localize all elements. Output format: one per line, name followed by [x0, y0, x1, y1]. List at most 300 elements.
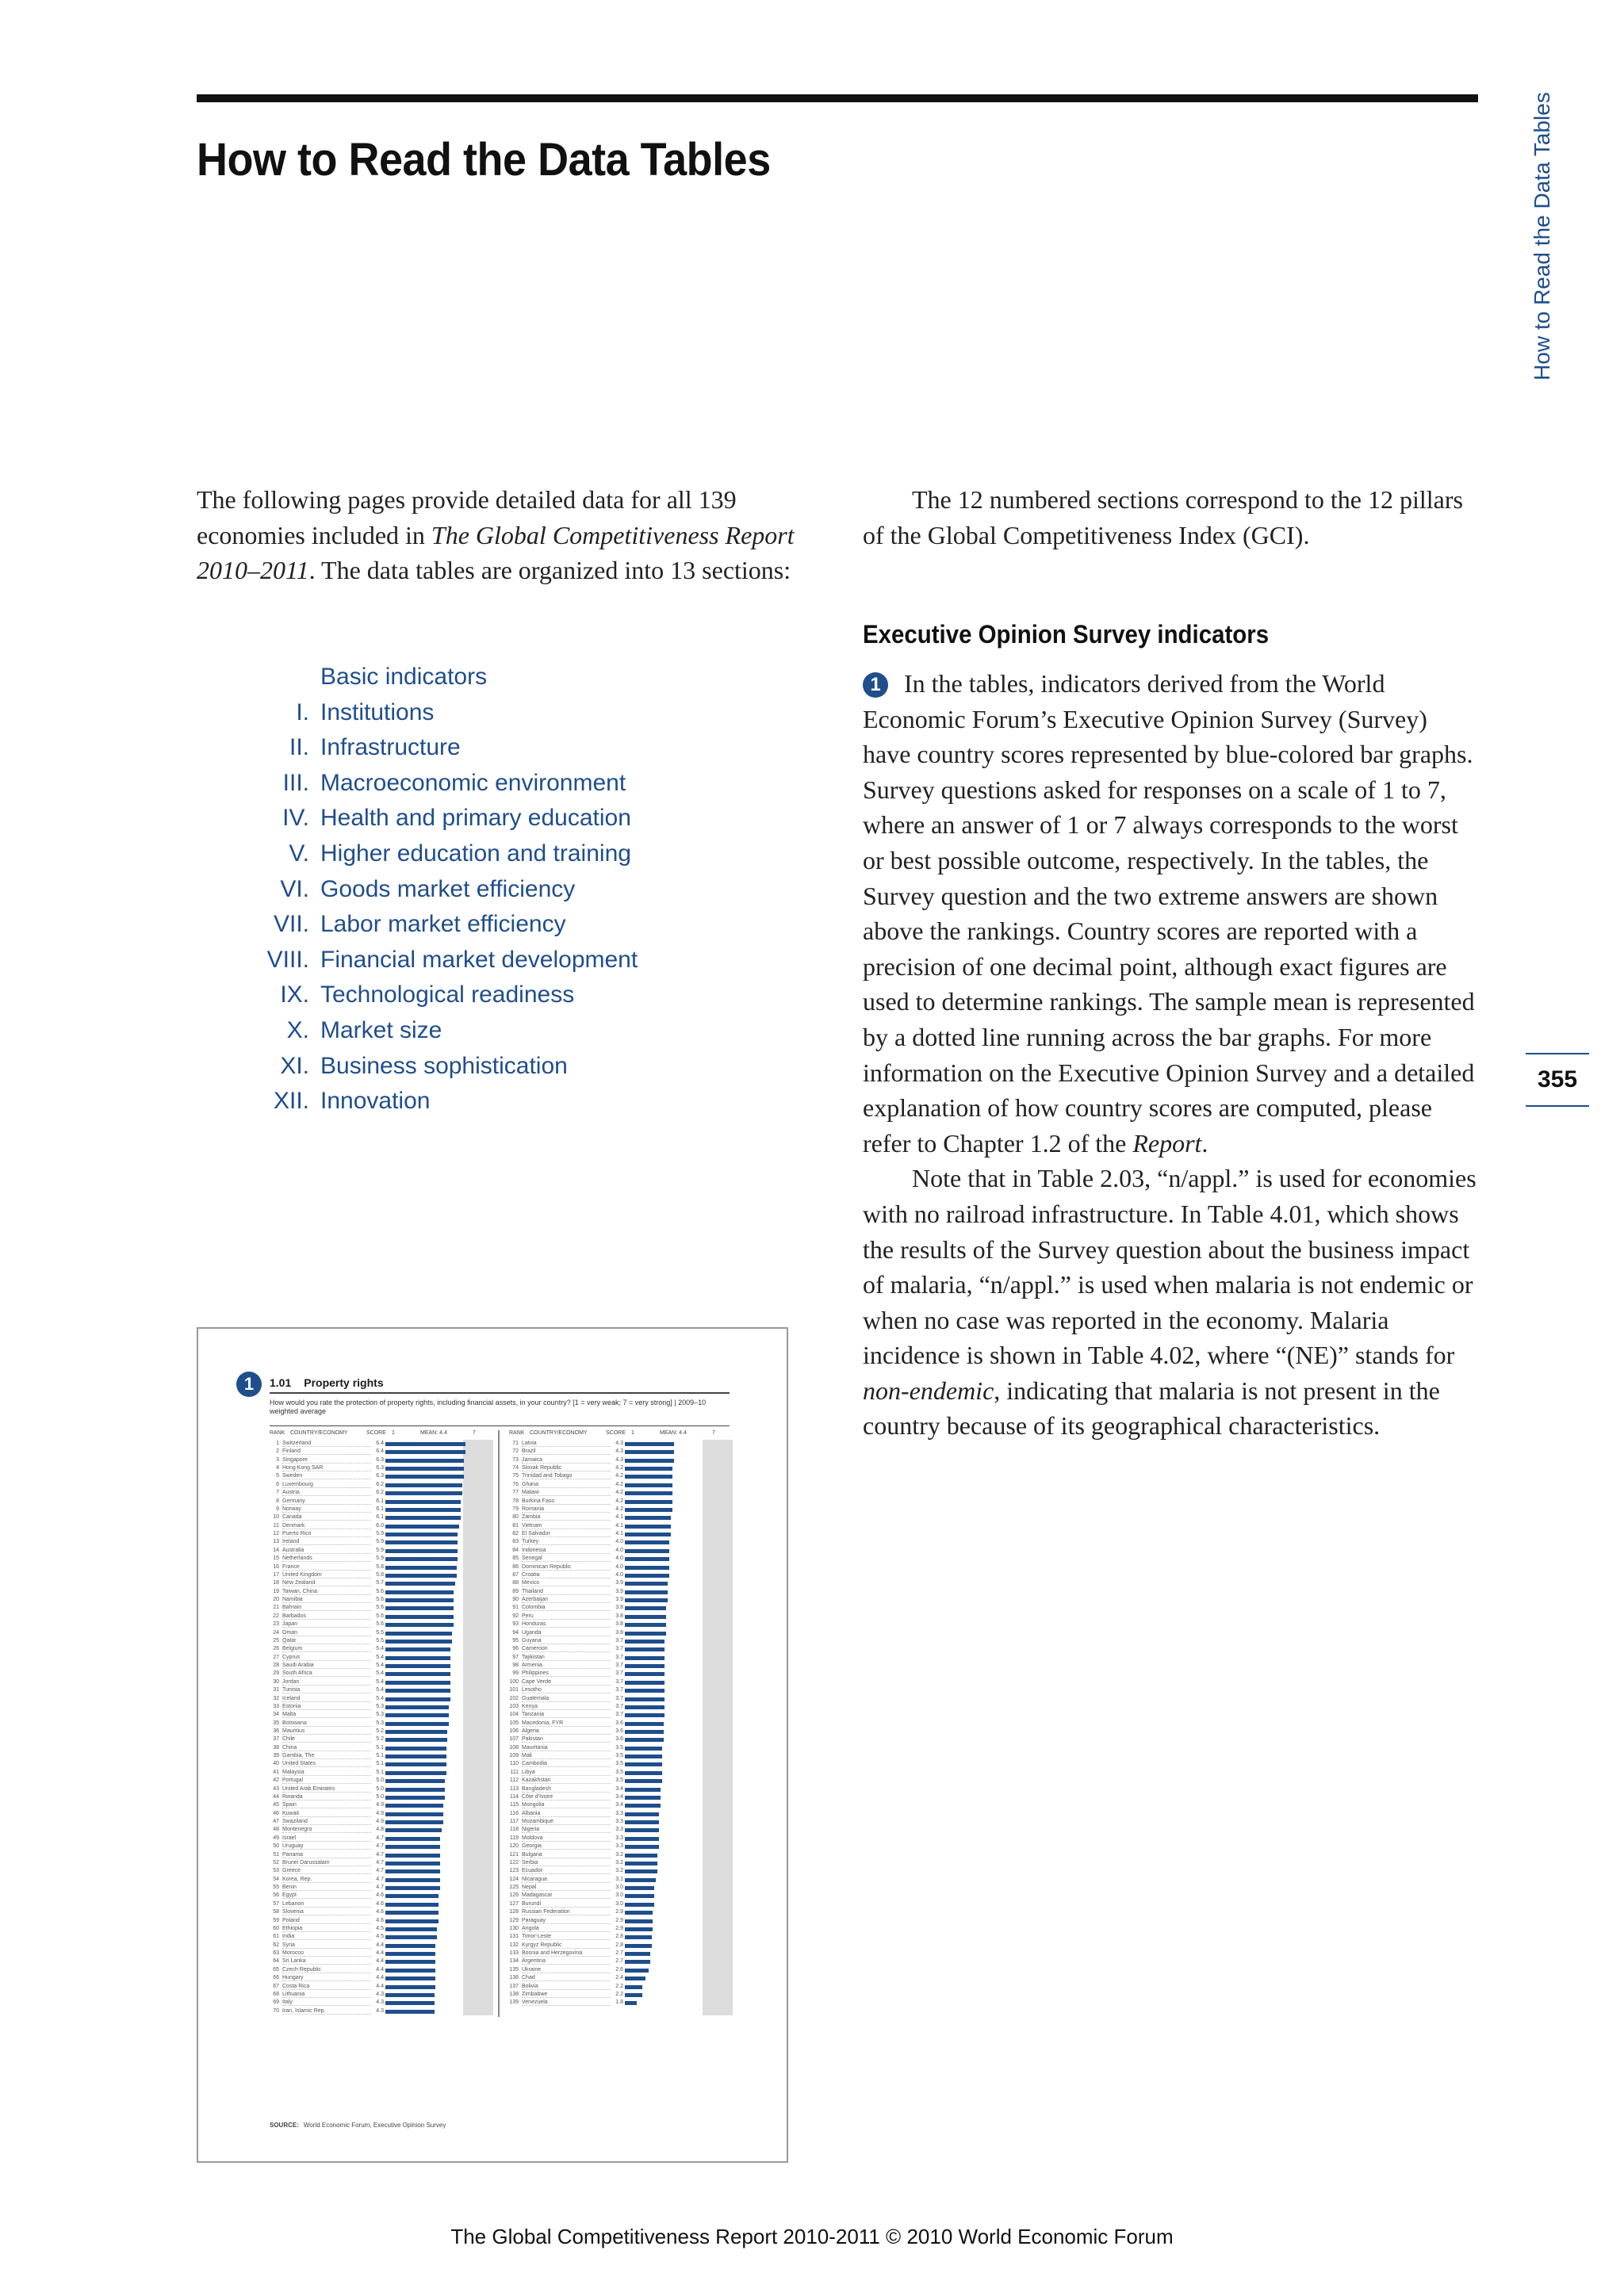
row-country: Ukraine: [522, 1966, 611, 1973]
row-country: Slovenia: [282, 1908, 371, 1915]
score-bar: [625, 1779, 662, 1783]
table-row: [270, 1498, 508, 1506]
row-score: 5.9: [376, 1547, 384, 1553]
score-bar: [385, 1442, 465, 1446]
section-list-item: [238, 978, 714, 1013]
score-bar: [385, 1664, 450, 1668]
row-score: 5.1: [376, 1753, 384, 1759]
row-country: Argentina: [522, 1957, 611, 1965]
section-label: Institutions: [320, 698, 435, 725]
scale-max: 7: [712, 1430, 715, 1436]
table-row: [509, 1892, 747, 1900]
table-row: [270, 1769, 508, 1777]
row-country: Taiwan, China: [282, 1588, 371, 1595]
row-country: Venezuela: [522, 1999, 611, 2006]
section-list-item: [238, 836, 714, 872]
row-rank: 66: [273, 1975, 279, 1981]
table-row: [270, 1785, 508, 1793]
row-score: 6.4: [376, 1441, 384, 1446]
table-row: [270, 1892, 508, 1900]
row-rank: 43: [273, 1785, 279, 1792]
score-bar: [625, 1582, 668, 1586]
table-row: [270, 1555, 508, 1563]
row-score: 5.6: [376, 1613, 384, 1619]
table-row: [270, 1522, 508, 1530]
row-score: 4.8: [376, 1827, 384, 1833]
score-bar: [625, 1911, 653, 1915]
row-score: 3.8: [615, 1605, 623, 1611]
row-country: Côte d’Ivoire: [522, 1793, 611, 1800]
score-bar: [625, 1952, 650, 1956]
row-rank: 82: [512, 1531, 519, 1537]
score-bar: [625, 1540, 669, 1544]
section-list-item: [238, 1013, 714, 1049]
row-country: Guatemala: [522, 1695, 611, 1702]
score-bar: [385, 1475, 464, 1479]
row-country: Albania: [522, 1810, 611, 1817]
row-rank: 91: [512, 1605, 519, 1611]
row-score: 3.6: [615, 1728, 623, 1734]
row-rank: 60: [273, 1925, 279, 1931]
row-rank: 74: [512, 1465, 519, 1471]
table-row: [270, 2007, 508, 2015]
section-list-item: [238, 730, 714, 766]
section-number: V.: [289, 840, 309, 867]
row-country: Kyrgyz Republic: [522, 1942, 611, 1949]
row-score: 4.9: [376, 1810, 384, 1816]
row-score: 3.3: [615, 1827, 623, 1833]
row-country: Algeria: [522, 1728, 611, 1735]
opinion-para1: In the tables, indicators derived from the World Economic Forum’s Executive Opinion Survey (Survey) have country scores represented by blue-colored bar graphs. Survey questions asked for responses on a scale of 1 to 7, where an answer of 1 or 7 always corresponds to the worst or best possible outcome, respectively. In the tables, the Survey question and the two extreme answers are shown above the rankings. Country scores are reported with a precision of one decimal point, although exact figures are used to determine rankings. The sample mean is represented by a dotted line running across the bar graphs. For more information on the Executive Opinion Survey and a detailed explanation of how country scores are computed, please refer to Chapter 1.2 of the: [863, 669, 1475, 1158]
row-rank: 13: [273, 1539, 279, 1545]
score-bar: [385, 1976, 435, 1980]
row-score: 5.2: [376, 1736, 384, 1743]
row-rank: 40: [273, 1761, 279, 1767]
table-row: [270, 1703, 508, 1711]
table-row: [270, 1974, 508, 1982]
score-bar: [385, 1606, 454, 1610]
row-score: 5.4: [376, 1654, 384, 1660]
row-rank: 56: [273, 1892, 279, 1899]
row-rank: 1: [276, 1441, 279, 1446]
row-score: 4.3: [615, 1456, 623, 1463]
row-country: Qatar: [282, 1637, 371, 1644]
row-score: 3.3: [615, 1810, 623, 1816]
row-score: 5.4: [376, 1646, 384, 1652]
score-bar: [385, 1845, 440, 1849]
row-score: 3.5: [615, 1744, 623, 1751]
row-country: Guyana: [522, 1637, 611, 1644]
row-score: 4.0: [615, 1539, 623, 1545]
opinion-para2-end: , indicating that malaria is not present in the country because of its geographical characteristics.: [863, 1376, 1440, 1441]
row-rank: 125: [509, 1885, 519, 1891]
row-score: 5.4: [376, 1663, 384, 1669]
row-country: Uganda: [522, 1629, 611, 1636]
row-country: Malta: [282, 1711, 371, 1718]
row-rank: 126: [509, 1892, 519, 1899]
row-rank: 127: [509, 1900, 519, 1907]
score-bar: [625, 1557, 669, 1561]
section-number: XI.: [280, 1052, 309, 1079]
score-bar: [385, 1590, 454, 1594]
row-rank: 15: [273, 1556, 279, 1562]
section-number: XII.: [273, 1088, 309, 1115]
score-bar: [385, 1854, 440, 1858]
section-number: X.: [286, 1016, 309, 1043]
row-score: 4.4: [376, 1983, 384, 1989]
row-score: 3.7: [615, 1670, 623, 1677]
table-row: [509, 1900, 747, 1908]
row-country: Costa Rica: [282, 1983, 371, 1990]
row-rank: 17: [273, 1571, 279, 1578]
row-score: 3.8: [615, 1629, 623, 1636]
row-score: 4.9: [376, 1819, 384, 1825]
score-bar: [625, 1722, 664, 1726]
row-score: 3.9: [615, 1588, 623, 1594]
score-bar: [625, 1664, 665, 1668]
opinion-para2-italic: non-endemic: [863, 1376, 994, 1405]
row-score: 2.7: [615, 1958, 623, 1965]
score-bar: [625, 1738, 664, 1742]
score-bar: [385, 1820, 443, 1824]
row-rank: 119: [509, 1835, 519, 1841]
row-rank: 42: [273, 1777, 279, 1784]
row-country: Russian Federation: [522, 1908, 611, 1915]
row-rank: 92: [512, 1613, 519, 1619]
row-country: Macedonia, FYR: [522, 1720, 611, 1727]
score-bar: [385, 1483, 462, 1487]
row-rank: 20: [273, 1597, 279, 1603]
row-rank: 85: [512, 1556, 519, 1562]
row-country: Bahrain: [282, 1604, 371, 1611]
table-row: [270, 1662, 508, 1670]
row-score: 2.8: [615, 1934, 623, 1940]
row-rank: 121: [509, 1851, 519, 1858]
row-country: Gambia, The: [282, 1752, 371, 1759]
table-row: [270, 1720, 508, 1728]
row-score: 4.6: [376, 1892, 384, 1899]
score-bar: [385, 1886, 440, 1890]
score-bar: [385, 1508, 461, 1512]
row-score: 2.4: [615, 1975, 623, 1981]
row-country: Brunei Darussalam: [282, 1859, 371, 1866]
table-row: [509, 1538, 747, 1546]
row-score: 5.5: [376, 1629, 384, 1636]
row-country: Uruguay: [282, 1843, 371, 1850]
row-rank: 6: [276, 1481, 279, 1487]
row-score: 5.0: [376, 1793, 384, 1800]
table-row: [270, 1818, 508, 1826]
score-bar: [625, 1566, 669, 1570]
row-rank: 108: [509, 1744, 519, 1751]
row-country: Croatia: [522, 1571, 611, 1578]
row-country: Botswana: [282, 1720, 371, 1727]
row-score: 4.2: [615, 1498, 623, 1504]
row-score: 4.3: [615, 1448, 623, 1455]
table-row: [270, 1966, 508, 1974]
row-score: 3.2: [615, 1851, 623, 1858]
row-score: 3.6: [615, 1720, 623, 1726]
row-country: Iceland: [282, 1695, 371, 1702]
score-bar: [385, 1738, 447, 1742]
row-country: Nicaragua: [522, 1876, 611, 1883]
row-country: Tunisia: [282, 1686, 371, 1693]
row-rank: 111: [510, 1769, 519, 1775]
row-rank: 95: [512, 1637, 519, 1644]
score-bar: [625, 1475, 672, 1479]
row-country: Egypt: [282, 1892, 371, 1899]
row-rank: 51: [273, 1851, 279, 1858]
section-list-item: [238, 943, 714, 978]
score-bar: [625, 1944, 652, 1948]
score-bar: [625, 1672, 665, 1676]
row-country: United States: [282, 1760, 371, 1767]
table-row: [270, 1957, 508, 1965]
score-bar: [385, 1656, 450, 1660]
table-row: [509, 1604, 747, 1612]
row-rank: 16: [273, 1563, 279, 1570]
row-score: 3.6: [615, 1736, 623, 1743]
sample-table-figure: [197, 1327, 788, 2163]
table-row: [270, 1571, 508, 1579]
table-row: [509, 1654, 747, 1662]
row-country: Sri Lanka: [282, 1957, 371, 1965]
page-footer: The Global Competitiveness Report 2010-2011 © 2010 World Economic Forum: [450, 2225, 1174, 2248]
row-country: Denmark: [282, 1522, 371, 1529]
row-country: Trinidad and Tobago: [522, 1472, 611, 1479]
row-country: Paraguay: [522, 1917, 611, 1924]
section-label: Health and primary education: [320, 805, 631, 832]
row-score: 4.4: [376, 1966, 384, 1973]
row-rank: 100: [509, 1678, 519, 1685]
score-bar: [385, 1960, 435, 1964]
row-country: Peru: [522, 1613, 611, 1620]
table-row: [270, 1917, 508, 1925]
score-bar: [385, 1533, 458, 1536]
table-row: [509, 1481, 747, 1489]
table-row: [270, 1991, 508, 1999]
row-score: 6.1: [376, 1498, 384, 1504]
table-row: [270, 1859, 508, 1867]
table-row: [509, 1621, 747, 1628]
row-rank: 118: [509, 1827, 519, 1833]
table-row: [270, 1826, 508, 1834]
score-bar: [625, 1689, 665, 1693]
row-country: Ireland: [282, 1538, 371, 1545]
row-score: 3.7: [615, 1687, 623, 1693]
score-bar: [385, 1894, 439, 1898]
row-country: Mauritania: [522, 1744, 611, 1751]
row-score: 4.7: [376, 1876, 384, 1882]
row-rank: 109: [509, 1753, 519, 1759]
row-rank: 133: [509, 1950, 519, 1957]
row-rank: 28: [273, 1663, 279, 1669]
row-score: 2.9: [615, 1917, 623, 1923]
row-rank: 130: [509, 1925, 519, 1931]
row-rank: 94: [512, 1629, 519, 1636]
score-bar: [625, 1762, 662, 1766]
score-bar: [385, 1927, 437, 1931]
score-bar: [385, 1525, 459, 1529]
row-score: 1.8: [615, 1999, 623, 2006]
row-rank: 34: [273, 1712, 279, 1718]
row-rank: 38: [273, 1744, 279, 1751]
row-country: Norway: [282, 1506, 371, 1513]
row-country: Armenia: [522, 1662, 611, 1669]
row-score: 5.4: [376, 1695, 384, 1701]
score-bar: [385, 1623, 454, 1627]
score-bar: [385, 1944, 435, 1948]
row-rank: 80: [512, 1514, 519, 1521]
table-row: [509, 1752, 747, 1760]
row-country: United Arab Emirates: [282, 1785, 371, 1793]
col-rank: RANK: [509, 1430, 525, 1436]
row-rank: 11: [273, 1522, 279, 1529]
row-score: 5.9: [376, 1539, 384, 1545]
row-country: Malaysia: [282, 1769, 371, 1776]
table-row: [509, 1530, 747, 1538]
row-country: France: [282, 1563, 371, 1571]
row-rank: 88: [512, 1580, 519, 1586]
row-country: Cameroon: [522, 1645, 611, 1652]
row-score: 2.9: [615, 1925, 623, 1931]
row-score: 3.3: [615, 1819, 623, 1825]
row-rank: 23: [273, 1621, 279, 1628]
score-bar: [385, 1722, 449, 1726]
row-country: Timor-Leste: [522, 1933, 611, 1940]
table-row: [270, 1506, 508, 1513]
score-bar: [625, 1705, 665, 1709]
score-bar: [625, 1500, 672, 1504]
row-rank: 30: [273, 1678, 279, 1685]
score-bar: [625, 1862, 657, 1866]
row-score: 5.9: [376, 1556, 384, 1562]
score-bar: [385, 1647, 450, 1651]
row-score: 6.2: [376, 1481, 384, 1487]
table-row: [270, 1728, 508, 1735]
score-bar: [625, 1993, 642, 1997]
row-score: 4.7: [376, 1835, 384, 1841]
row-score: 3.5: [615, 1769, 623, 1775]
row-country: Luxembourg: [282, 1481, 371, 1488]
row-score: 6.1: [376, 1506, 384, 1512]
row-score: 3.5: [615, 1761, 623, 1767]
row-rank: 68: [273, 1991, 279, 1997]
score-bar: [625, 1606, 666, 1610]
row-score: 3.2: [615, 1868, 623, 1874]
row-country: Tajikistan: [522, 1654, 611, 1661]
row-score: 5.8: [376, 1563, 384, 1570]
row-score: 4.0: [615, 1563, 623, 1570]
row-score: 3.7: [615, 1663, 623, 1669]
table-row: [270, 1835, 508, 1843]
row-country: Mauritius: [282, 1728, 371, 1735]
score-bar: [625, 1903, 654, 1907]
row-country: Cape Verde: [522, 1678, 611, 1686]
row-score: 5.0: [376, 1785, 384, 1792]
row-country: Azerbaijan: [522, 1596, 611, 1603]
score-bar: [625, 1574, 669, 1578]
row-score: 4.4: [376, 1950, 384, 1957]
table-row: [509, 1810, 747, 1818]
row-score: 4.5: [376, 1934, 384, 1940]
row-rank: 18: [273, 1580, 279, 1586]
score-bar: [625, 1919, 653, 1923]
table-row: [270, 1579, 508, 1587]
score-bar: [625, 1747, 662, 1751]
figure-badge: 1: [236, 1372, 262, 1397]
row-rank: 97: [512, 1654, 519, 1660]
row-rank: 116: [509, 1810, 519, 1816]
row-score: 3.4: [615, 1785, 623, 1792]
opinion-heading: Executive Opinion Survey indicators: [863, 620, 1270, 649]
score-bar: [385, 2001, 435, 2005]
row-rank: 73: [512, 1456, 519, 1463]
opinion-section: [863, 666, 1478, 1444]
score-bar: [385, 1993, 435, 1997]
row-country: Kazakhstan: [522, 1777, 611, 1784]
row-rank: 79: [512, 1506, 519, 1512]
table-row: [270, 1760, 508, 1768]
table-row: [509, 1637, 747, 1645]
score-bar: [625, 1681, 665, 1685]
row-score: 5.5: [376, 1637, 384, 1644]
row-rank: 81: [512, 1522, 519, 1529]
table-row: [270, 1942, 508, 1950]
row-country: Korea, Rep.: [282, 1876, 371, 1883]
row-score: 4.2: [615, 1465, 623, 1471]
section-label: Technological readiness: [320, 982, 575, 1008]
row-score: 4.3: [376, 2007, 384, 2014]
row-score: 3.7: [615, 1678, 623, 1685]
pillars-text: The 12 numbered sections correspond to the 12 pillars of the Global Competitiveness Index (GCI).: [863, 485, 1463, 549]
row-score: 5.6: [376, 1605, 384, 1611]
row-score: 5.3: [376, 1703, 384, 1709]
score-bar: [625, 1927, 653, 1931]
score-bar: [385, 1540, 458, 1544]
row-score: 4.6: [376, 1909, 384, 1915]
row-country: Hong Kong SAR: [282, 1464, 371, 1471]
table-row: [509, 1859, 747, 1867]
row-rank: 8: [276, 1498, 279, 1504]
row-country: Montenegro: [282, 1826, 371, 1833]
row-rank: 37: [273, 1736, 279, 1743]
score-bar: [625, 1713, 665, 1717]
score-bar: [625, 1533, 671, 1536]
row-rank: 44: [273, 1793, 279, 1800]
row-country: Poland: [282, 1917, 371, 1924]
col-score: SCORE: [606, 1430, 626, 1436]
row-country: Mexico: [522, 1579, 611, 1586]
row-rank: 117: [509, 1819, 519, 1825]
table-row: [270, 1596, 508, 1604]
table-row: [509, 1579, 747, 1587]
row-rank: 110: [509, 1761, 519, 1767]
score-bar: [385, 1869, 440, 1873]
pillars-paragraph: [863, 482, 1478, 553]
figure-rule-2: [270, 1425, 730, 1426]
intro-report-title: The Global Competitiveness Report 2010–2011: [197, 520, 795, 585]
table-row: [509, 1974, 747, 1982]
table-row: [509, 1686, 747, 1694]
row-rank: 3: [276, 1456, 279, 1463]
row-rank: 136: [509, 1975, 519, 1981]
row-country: Turkey: [522, 1538, 611, 1545]
table-row: [509, 1472, 747, 1480]
table-row: [509, 1785, 747, 1793]
row-country: Saudi Arabia: [282, 1662, 371, 1669]
row-country: Thailand: [522, 1588, 611, 1595]
